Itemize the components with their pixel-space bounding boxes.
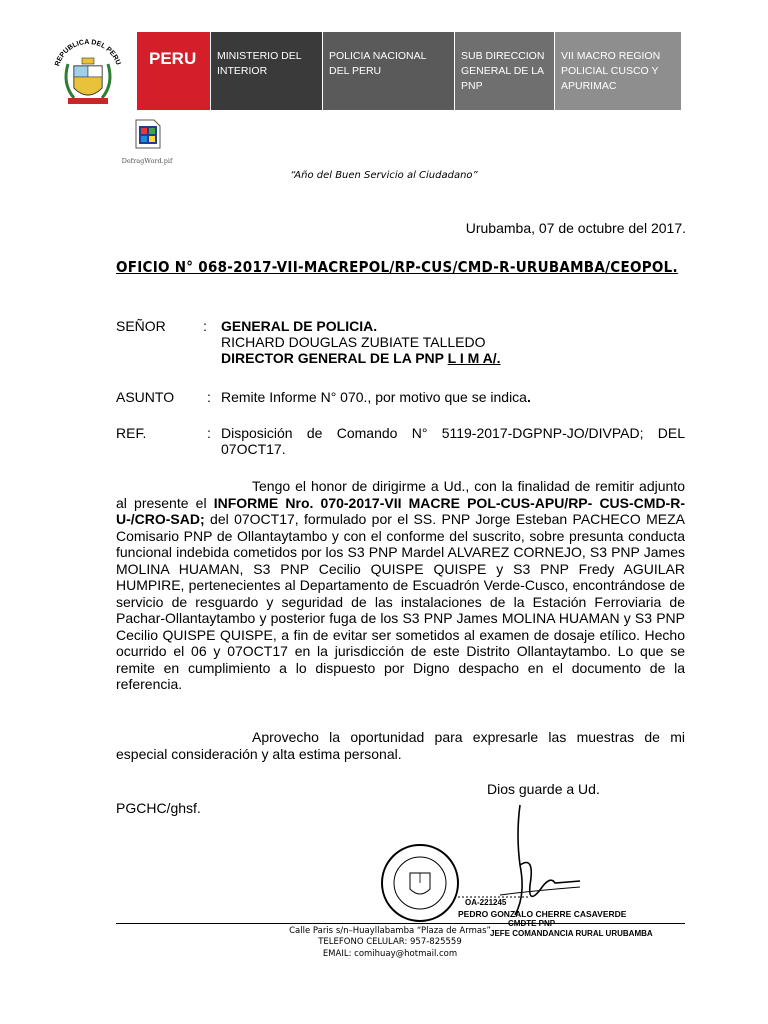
header-policia-nacional: POLICIA NACIONAL DEL PERU bbox=[323, 32, 454, 110]
footer-phone: TELEFONO CELULAR: 957-825559 bbox=[318, 937, 462, 947]
ref-text: Disposición de Comando N° 5119-2017-DGPNP-JO/DIVPAD; DEL 07OCT17. bbox=[221, 425, 685, 457]
signer-rank: CMDTE PNP bbox=[508, 919, 556, 928]
closing-salutation: Dios guarde a Ud. bbox=[487, 781, 600, 797]
header-peru-label: PERU bbox=[137, 32, 210, 110]
motto: “Año del Buen Servicio al Ciudadano” bbox=[290, 170, 478, 181]
footer-address: Calle Paris s/n–Huayllabamba “Plaza de Armas” bbox=[289, 926, 491, 936]
ref-label: REF. bbox=[116, 425, 147, 441]
body-paragraph-1: Tengo el honor de dirigirme a Ud., con la finalidad de remitir adjunto al presente el INFORME Nro. 070-2017-VII MACRE POL-CUS-APU/RP- CUS-CMD-R-U-/CRO-SAD; del 07OCT17, formulado por el SS. PNP Jorge Esteban PACHECO MEZA Comisario PNP de Ollantaytambo y con el conforme del suscrito, sobre presunta conducta funcional indebida cometidos por los S3 PNP Mardel ALVAREZ CORNEJO, S3 PNP James MOLINA HUAMAN, S3 PNP Cecilio QUISPE QUISPE y S3 PNP Fredy AGUILAR HUMPIRE, pertenecientes al Departamento de Escuadrón Verde-Cusco, encontrándose de servicio de resguardo y seguridad de las instalaciones de la Estación Ferroviaria de Pachar-Ollantaytambo y posterior fuga de los S3 PNP James MOLINA HUAMAN y S3 PNP Cecilio QUISPE QUISPE, a fin de evitar ser sometidos al examen de dosaje etílico. Hecho ocurrido el 06 y 07OCT17 en la jurisdicción de este Distrito Ollantaytambo. Lo que se remite en cumplimiento a lo dispuesto por Digno despacho en el documento de la referencia. bbox=[116, 478, 685, 692]
recipient-name: RICHARD DOUGLAS ZUBIATE TALLEDO bbox=[221, 334, 486, 350]
document-icon bbox=[118, 118, 176, 150]
recipient-title: DIRECTOR GENERAL DE LA PNP L I M A/. bbox=[221, 350, 501, 366]
seal-text: REPUBLICA DEL PERU bbox=[54, 38, 122, 68]
recipient-block bbox=[221, 318, 501, 366]
senor-colon: : bbox=[203, 318, 207, 334]
recipient-rank: GENERAL DE POLICIA. bbox=[221, 318, 378, 334]
signer-title: JEFE COMANDANCIA RURAL URUBAMBA bbox=[490, 929, 653, 938]
oficio-number: OFICIO N° 068-2017-VII-MACREPOL/RP-CUS/CMD-R-URUBAMBA/CEOPOL. bbox=[116, 258, 678, 276]
footer-email: EMAIL: comihuay@hotmail.com bbox=[322, 949, 458, 959]
header-ministerio: MINISTERIO DEL INTERIOR bbox=[211, 32, 322, 110]
embedded-file-attachment[interactable] bbox=[118, 118, 176, 165]
reference-initials: PGCHC/ghsf. bbox=[116, 800, 201, 816]
signer-name: PEDRO GONZALO CHERRE CASAVERDE bbox=[458, 909, 627, 919]
senor-label: SEÑOR bbox=[116, 318, 166, 334]
ref-colon: : bbox=[207, 425, 211, 441]
asunto-label: ASUNTO bbox=[116, 389, 175, 405]
attachment-filename: DefragWord.pif bbox=[121, 157, 173, 165]
signer-code: OA-221245 bbox=[465, 898, 507, 907]
header-sub-direccion: SUB DIRECCION GENERAL DE LA PNP bbox=[455, 32, 554, 110]
body-paragraph-2: Aprovecho la oportunidad para expresarle las muestras de mi especial consideración y alta estima personal. bbox=[116, 729, 685, 762]
asunto-colon: : bbox=[207, 389, 211, 405]
peru-coat-of-arms-seal bbox=[48, 36, 128, 114]
footer-divider bbox=[116, 923, 685, 924]
oficio-number-text: OFICIO N° 068-2017-VII-MACREPOL/RP-CUS/CMD-R-URUBAMBA/CEOPOL bbox=[116, 258, 673, 276]
asunto-text: Remite Informe N° 070., por motivo que se indica. bbox=[221, 389, 531, 405]
header-macro-region: VII MACRO REGION POLICIAL CUSCO Y APURIMAC bbox=[555, 32, 681, 110]
document-date: Urubamba, 07 de octubre del 2017. bbox=[465, 220, 686, 236]
